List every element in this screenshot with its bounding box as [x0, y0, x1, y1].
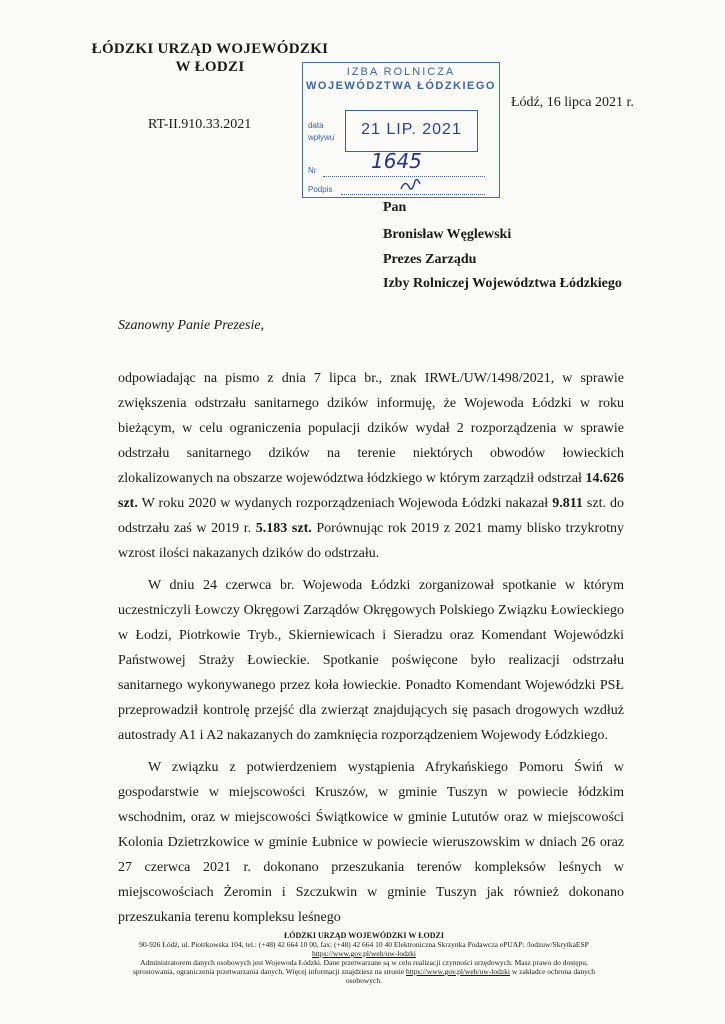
para1-bold-1: 14.626 szt. — [118, 471, 624, 511]
received-stamp — [302, 62, 500, 198]
recipient-org: Izby Rolniczej Województwa Łódzkiego — [383, 276, 622, 291]
footer-contact: 90-926 Łódź, ul. Piotrkowska 104, tel.: (+48) 42 664 10 00, fax: (+48) 42 664 10 40 Elektroniczna Skrzynka Podawcza ePUAP: /lodzuw/SkrytkaESP — [139, 940, 589, 949]
footer-privacy-3-text: w zakładce ochrona danych — [510, 967, 595, 976]
reference-number: RT-II.910.33.2021 — [148, 117, 252, 132]
para1-bold-2: 9.811 — [552, 496, 583, 511]
footer-org: ŁÓDZKI URZĄD WOJEWÓDZKI W ŁODZI — [283, 931, 445, 940]
stamp-wplywu-label: wpływu — [308, 133, 335, 142]
sender-line-2: W ŁODZI — [175, 59, 245, 75]
para1-bold-3: 5.183 szt. — [255, 521, 312, 536]
stamp-podpis-label: Podpis — [308, 185, 333, 194]
footer-privacy-4: osobowych. — [345, 976, 383, 985]
footer-privacy-2-text: sprostowania, ograniczenia przetwarzania danych. Więcej informacji znajdziesz na stronie — [133, 967, 406, 976]
para1-text-2: W roku 2020 w wydanych rozporządzeniach Wojewoda Łódzki nakazał — [137, 496, 553, 511]
greeting: Szanowny Panie Prezesie, — [118, 318, 265, 333]
recipient-name: Bronisław Węglewski — [383, 227, 512, 242]
footer-privacy-2 — [90, 967, 638, 976]
stamp-nr-value: 1645 — [371, 149, 422, 173]
letter-body — [118, 366, 624, 930]
footer-privacy-link[interactable]: https://www.gov.pl/web/uw-lodzki — [405, 967, 511, 976]
signature-mark — [399, 175, 423, 195]
page-footer — [90, 931, 638, 985]
recipient-salutation: Pan — [383, 200, 407, 215]
sender-line-1: ŁÓDZKI URZĄD WOJEWÓDZKI — [91, 41, 329, 57]
stamp-date-box — [345, 110, 478, 152]
sender-header — [90, 40, 330, 76]
para1-text-3: szt. do odstrzału zaś w 2019 r. — [118, 496, 624, 536]
paragraph-1 — [118, 366, 624, 566]
footer-url[interactable]: https://www.gov.pl/web/uw-lodzki — [311, 949, 417, 958]
recipient-role: Prezes Zarządu — [383, 252, 477, 267]
para1-text-4: Porównując rok 2019 z 2021 mamy blisko trzykrotny wzrost ilości nakazanych dzików do odstrzału. — [118, 521, 624, 561]
stamp-org-line-1: IZBA ROLNICZA — [346, 66, 456, 78]
stamp-received-date: 21 LIP. 2021 — [361, 121, 462, 138]
para1-text-1: odpowiadając na pismo z dnia 7 lipca br., znak IRWŁ/UW/1498/2021, w sprawie zwiększenia odstrzału sanitarnego dzików informuję, że Wojewoda Łódzki w roku bieżącym, w celu ograniczenia populacji dzików wydał 2 rozporządzenia w sprawie odstrzału sanitarnego dzików na terenie niektórych obwodów łowieckich zlokalizowanych na obszarze województwa łódzkiego w którym zarządził odstrzał — [118, 371, 624, 486]
footer-privacy-1: Administratorem danych osobowych jest Wojewoda Łódzki. Dane przetwarzane są w celu realizacji czynności urzędowych. Masz prawo do dostępu, — [140, 958, 588, 967]
stamp-org-line-2: WOJEWÓDZTWA ŁÓDZKIEGO — [306, 80, 496, 92]
letter-date: Łódź, 16 lipca 2021 r. — [511, 95, 634, 110]
paragraph-2: W dniu 24 czerwca br. Wojewoda Łódzki zorganizował spotkanie w którym uczestniczyli Łowczy Okręgowi Zarządów Okręgowych Polskiego Związku Łowieckiego w Łodzi, Piotrkowie Tryb., Skierniewicach i Sieradzu oraz Komendant Wojewódzki Państwowej Straży Łowieckie. Spotkanie poświęcone było realizacji odstrzału sanitarnego wykonywanego przez koła łowieckie. Ponadto Komendant Wojewódzki PSŁ przeprowadził kontrolę przejść dla zwierząt znajdujących się pasach drogowych wzdłuż autostrady A1 i A2 nakazanych do zamknięcia rozporządzeniem Wojewody Łódzkiego. — [118, 578, 624, 743]
stamp-data-label: data — [308, 121, 324, 130]
paragraph-3: W związku z potwierdzeniem wystąpienia Afrykańskiego Pomoru Świń w gospodarstwie w miejscowości Kruszów, w gminie Tuszyn w powiecie łódzkim wschodnim, oraz w miejscowości Świątkowice w gminie Lututów oraz w miejscowości Kolonia Dzietrzkowice w gminie Łubnice w powiecie wieruszowskim w dniach 26 oraz 27 czerwca 2021 r. dokonano przeszukania terenów kompleksów leśnych w miejscowościach Żeromin i Szczukwin w gminie Tuszyn jak również dokonano przeszukania terenu kompleksu leśnego — [118, 760, 624, 925]
stamp-nr-label: Nr — [308, 166, 317, 175]
